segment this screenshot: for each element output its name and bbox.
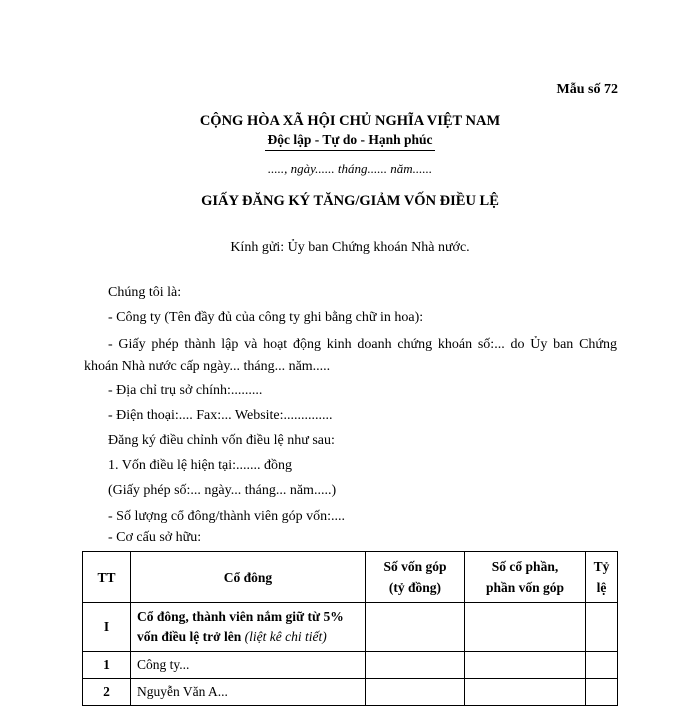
row-shareholder-line2: vốn điều lệ trở lên — [137, 629, 242, 644]
table-row — [83, 652, 618, 679]
capital-line: 1. Vốn điều lệ hiện tại:....... đồng — [108, 458, 293, 473]
row-shares — [465, 679, 586, 706]
header-capital — [366, 552, 465, 603]
motto: Độc lập - Tự do - Hạnh phúc — [265, 132, 434, 151]
row-tt: 2 — [83, 679, 131, 706]
form-number: Mẫu số 72 — [556, 82, 618, 97]
header-shares-line1: Số cổ phần, — [491, 559, 559, 574]
register-line: Đăng ký điều chỉnh vốn điều lệ như sau: — [108, 433, 335, 448]
motto-container — [0, 131, 700, 151]
ownership-table — [82, 551, 618, 706]
row-tt: 1 — [83, 652, 131, 679]
shareholders-line: - Số lượng cổ đông/thành viên góp vốn:.... — [108, 509, 346, 524]
contact-line: - Điện thoại:.... Fax:... Website:.............. — [108, 408, 333, 423]
row-shareholder — [131, 603, 366, 652]
license-paragraph: - Giấy phép thành lập và hoạt động kinh doanh chứng khoán số:... do Ủy ban Chứng khoán Nhà nước cấp ngày... tháng... năm..... — [84, 337, 617, 374]
address-line: - Địa chỉ trụ sở chính:......... — [108, 383, 263, 398]
table-row — [83, 603, 618, 652]
document-title: GIẤY ĐĂNG KÝ TĂNG/GIẢM VỐN ĐIỀU LỆ — [201, 193, 499, 209]
row-shareholder: Nguyễn Văn A... — [131, 679, 366, 706]
table-row — [83, 679, 618, 706]
header-tt: TT — [83, 552, 131, 603]
row-capital — [366, 652, 465, 679]
license-ref-line: (Giấy phép số:... ngày... tháng... năm.....) — [108, 483, 337, 498]
republic-heading: CỘNG HÒA XÃ HỘI CHỦ NGHĨA VIỆT NAM — [199, 113, 501, 129]
company-line: - Công ty (Tên đầy đủ của công ty ghi bằng chữ in hoa): — [108, 310, 424, 325]
row-ratio — [586, 652, 618, 679]
intro-line: Chúng tôi là: — [108, 285, 182, 300]
header-ratio: Tỷ lệ — [586, 552, 618, 603]
row-shares — [465, 603, 586, 652]
structure-line: - Cơ cấu sở hữu: — [108, 530, 202, 545]
header-capital-line2: (tỷ đồng) — [388, 580, 442, 595]
row-ratio — [586, 603, 618, 652]
header-shareholder: Cổ đông — [131, 552, 366, 603]
recipient-line: Kính gửi: Ủy ban Chứng khoán Nhà nước. — [230, 240, 470, 255]
row-shares — [465, 652, 586, 679]
row-shareholder-line1: Cổ đông, thành viên nắm giữ từ 5% — [137, 609, 344, 624]
header-shares-line2: phần vốn góp — [485, 580, 565, 595]
row-ratio — [586, 679, 618, 706]
row-shareholder-note: (liệt kê chi tiết) — [244, 629, 327, 644]
row-capital — [366, 679, 465, 706]
date-line: ....., ngày...... tháng...... năm...... — [267, 161, 433, 176]
header-shares — [465, 552, 586, 603]
row-capital — [366, 603, 465, 652]
row-shareholder: Công ty... — [131, 652, 366, 679]
row-tt: I — [83, 603, 131, 652]
table-header-row — [83, 552, 618, 603]
header-capital-line1: Số vốn góp — [383, 559, 447, 574]
